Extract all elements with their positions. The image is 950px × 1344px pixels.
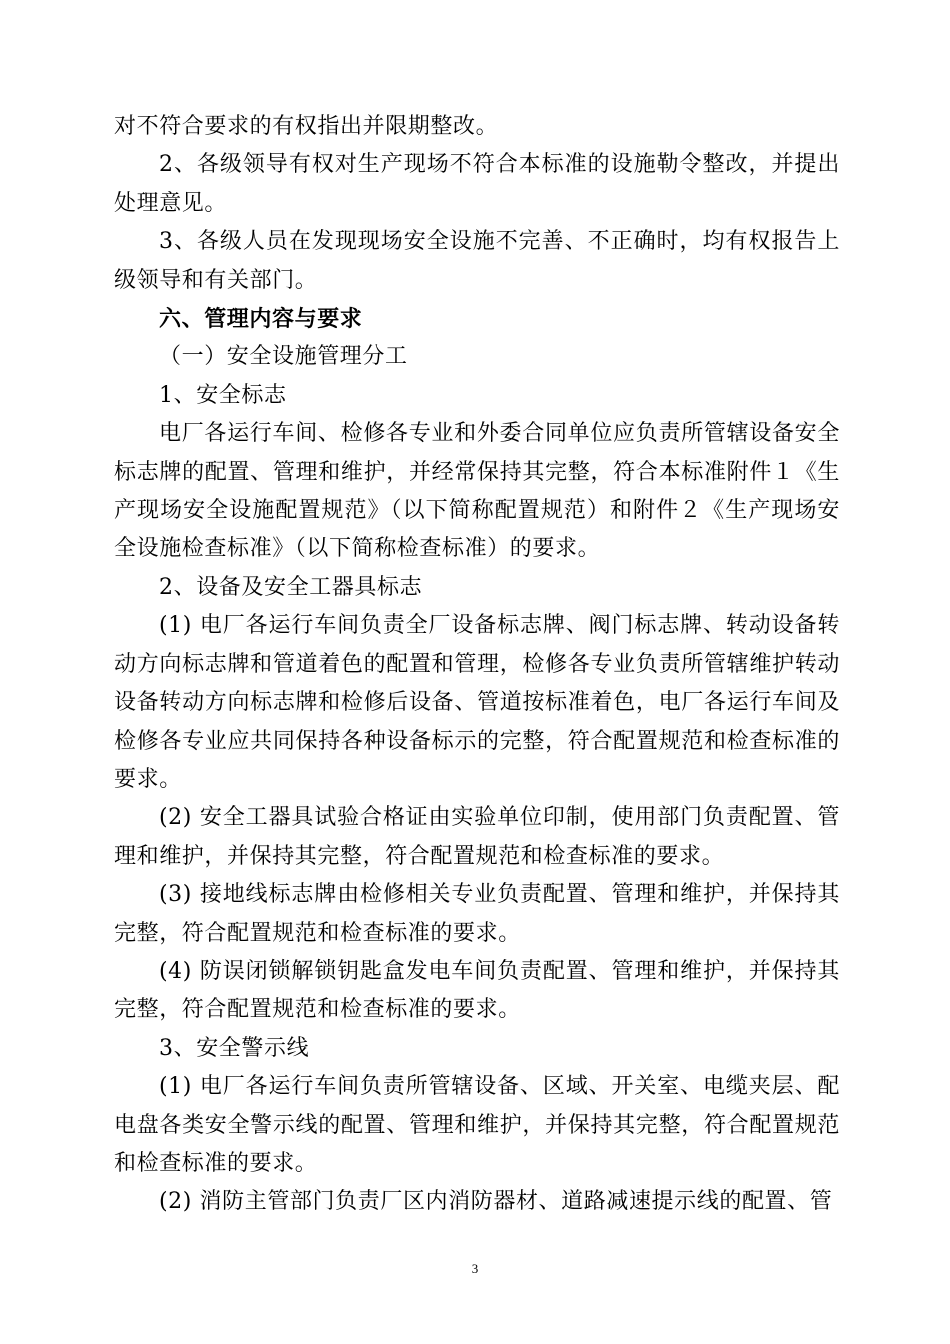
item-heading-warning-lines: 3、安全警示线: [159, 1035, 310, 1061]
paragraph-item-3: 3、各级人员在发现现场安全设施不完善、不正确时，均有权报告上级领导和有关部门。: [114, 229, 840, 293]
paragraph-continuation: 对不符合要求的有权指出并限期整改。: [114, 114, 499, 139]
subsection-heading: （一）安全设施管理分工: [159, 344, 408, 370]
section-heading: 六、管理内容与要求: [159, 306, 363, 333]
item-heading-equipment-signs: 2、设备及安全工器具标志: [159, 574, 423, 600]
paragraph-equipment-1: (1) 电厂各运行车间负责全厂设备标志牌、阀门标志牌、转动设备转动方向标志牌和管道着色的配置和管理，检修各专业负责所管辖维护转动设备转动方向标志牌和检修后设备、管道按标准着色，电厂各运行车间及检修各专业应共同保持各种设备标示的完整，符合配置规范和检查标准的要求。: [114, 613, 840, 792]
paragraph-warning-lines-2: (2) 消防主管部门负责厂区内消防器材、道路减速提示线的配置、管: [159, 1189, 833, 1215]
paragraph-equipment-4: (4) 防误闭锁解锁钥匙盒发电车间负责配置、管理和维护，并保持其完整，符合配置规范和检查标准的要求。: [114, 958, 840, 1023]
paragraph-warning-lines-1: (1) 电厂各运行车间负责所管辖设备、区域、开关室、电缆夹层、配电盘各类安全警示线的配置、管理和维护，并保持其完整，符合配置规范和检查标准的要求。: [114, 1074, 840, 1176]
paragraph-item-2: 2、各级领导有权对生产现场不符合本标准的设施勒令整改，并提出处理意见。: [114, 152, 840, 216]
paragraph-safety-signs: 电厂各运行车间、检修各专业和外委合同单位应负责所管辖设备安全标志牌的配置、管理和维护，并经常保持其完整，符合本标准附件１《生产现场安全设施配置规范》（以下简称配置规范）和附件２《生产现场安全设施检查标准》（以下简称检查标准）的要求。: [114, 421, 840, 562]
item-heading-safety-signs: 1、安全标志: [159, 382, 287, 408]
page-number: 3: [471, 1261, 479, 1276]
document-body: [114, 108, 840, 1222]
paragraph-equipment-3: (3) 接地线标志牌由检修相关专业负责配置、管理和维护，并保持其完整，符合配置规范和检查标准的要求。: [114, 882, 840, 946]
paragraph-equipment-2: (2) 安全工器具试验合格证由实验单位印制，使用部门负责配置、管理和维护，并保持其完整，符合配置规范和检查标准的要求。: [114, 805, 840, 869]
